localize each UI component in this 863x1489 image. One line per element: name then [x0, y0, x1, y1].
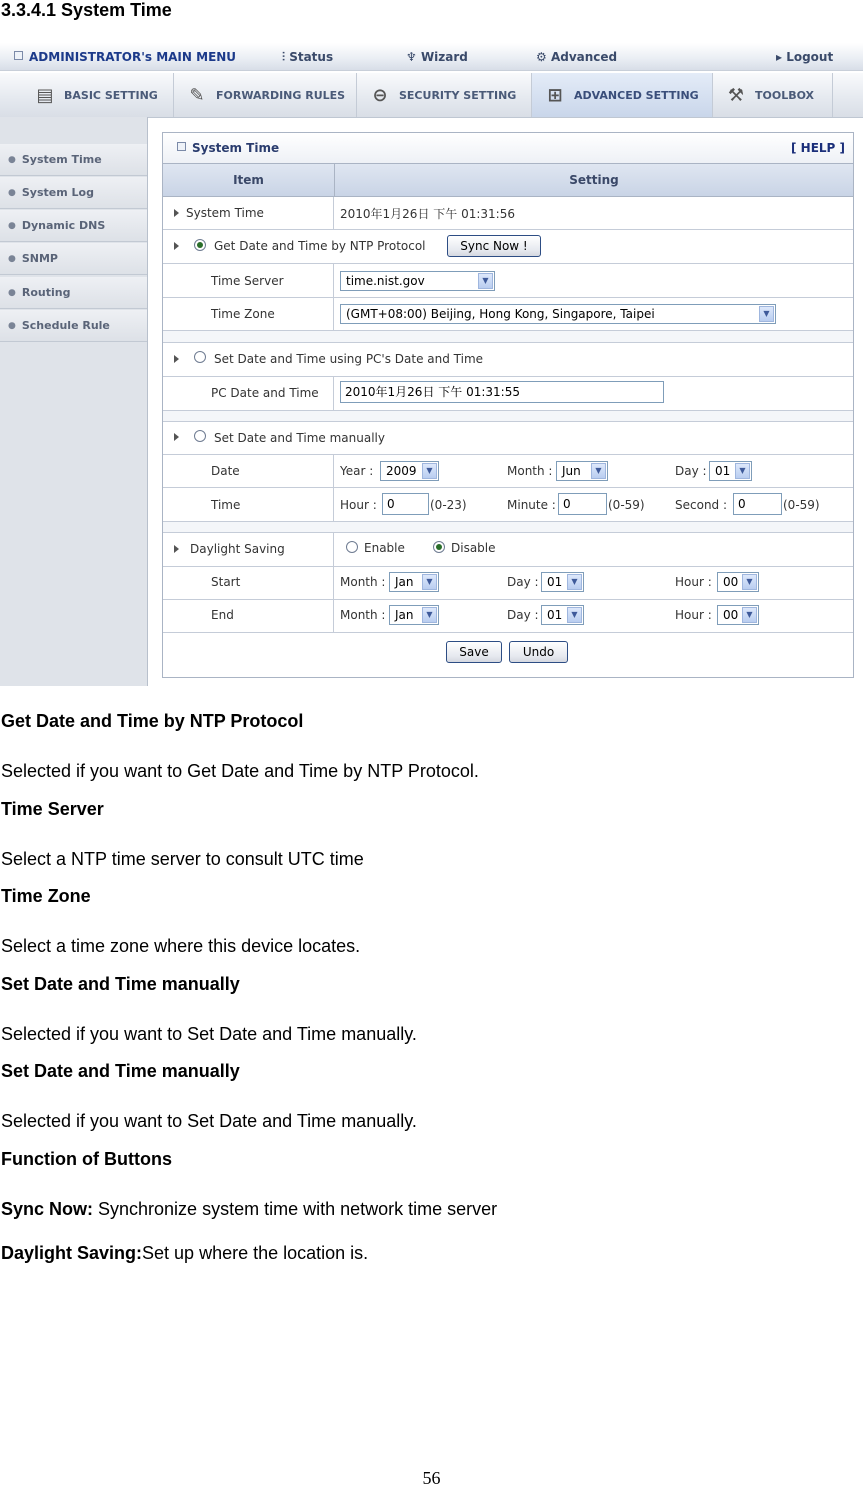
- dst-end-item: [163, 600, 334, 632]
- sidebar-item-label: SNMP: [21, 252, 58, 265]
- main-tab-bar: [0, 73, 863, 118]
- start-day-select[interactable]: [541, 572, 584, 592]
- time-item: [163, 488, 334, 521]
- dst-end-label: End: [211, 608, 234, 622]
- save-button[interactable]: Save: [446, 641, 502, 663]
- hour-label: Hour :: [340, 498, 377, 512]
- manual-radio[interactable]: [194, 430, 206, 442]
- system-time-item: [163, 197, 334, 229]
- daylight-saving-setting: [335, 533, 853, 566]
- start-month-select[interactable]: [389, 572, 439, 592]
- chevron-down-icon: ▼: [742, 607, 757, 623]
- start-month-value: Jan: [395, 575, 414, 589]
- sidebar-item-label: Routing: [21, 286, 71, 299]
- bullet-icon: ●: [8, 320, 16, 331]
- end-month-select[interactable]: [389, 605, 439, 625]
- sidebar-item-label: Schedule Rule: [21, 319, 110, 332]
- sidebar-item-system-time[interactable]: [0, 144, 147, 176]
- tab-basic-setting[interactable]: [22, 73, 174, 117]
- row-separator: [163, 522, 853, 533]
- daylight-saving-row: [163, 533, 853, 567]
- paragraph-daylight-saving: [1, 1243, 368, 1264]
- logout-label: Logout: [786, 50, 834, 64]
- chevron-down-icon: ▼: [759, 306, 774, 322]
- end-month-label: Month :: [340, 608, 386, 622]
- bullet-icon: ●: [8, 253, 16, 264]
- time-zone-select[interactable]: [340, 304, 776, 324]
- arrow-right-icon: ▸: [776, 50, 787, 64]
- bullet-icon: ●: [8, 220, 16, 231]
- triangle-right-icon: [174, 545, 179, 553]
- end-hour-value: 00: [723, 608, 739, 622]
- system-time-panel: [162, 132, 854, 678]
- heading-ntp: Get Date and Time by NTP Protocol: [1, 711, 304, 731]
- triangle-right-icon: [174, 355, 179, 363]
- start-month-label: Month :: [340, 575, 386, 589]
- hour-range: (0-23): [430, 498, 467, 512]
- tab-label: TOOLBOX: [755, 88, 815, 102]
- triangle-right-icon: [174, 433, 179, 441]
- time-row: [163, 488, 853, 522]
- paragraph-ntp: Selected if you want to Get Date and Time by NTP Protocol.: [1, 761, 479, 781]
- system-time-setting: [335, 197, 853, 229]
- chevron-down-icon: ▼: [422, 463, 437, 479]
- start-day-value: 01: [547, 575, 563, 589]
- start-hour-value: 00: [723, 575, 739, 589]
- chevron-down-icon: ▼: [567, 574, 582, 590]
- dst-start-label: Start: [211, 575, 241, 589]
- sidebar-item-dynamic-dns[interactable]: [0, 210, 147, 242]
- book-icon: ▤: [36, 84, 54, 106]
- day-label: Day :: [675, 464, 707, 478]
- year-select[interactable]: [380, 461, 439, 481]
- date-item: [163, 455, 334, 487]
- ntp-cell: [163, 230, 853, 263]
- heading-manual-1: Set Date and Time manually: [1, 974, 240, 994]
- pc-datetime-label: PC Date and Time: [211, 386, 319, 400]
- wizard-label: Wizard: [420, 50, 468, 64]
- panel-title-text: System Time: [192, 141, 280, 155]
- row-separator: [163, 331, 853, 343]
- pc-datetime-item: [163, 377, 334, 410]
- admin-main-menu-link[interactable]: [14, 50, 236, 64]
- daylight-saving-description: Set up where the location is.: [142, 1243, 369, 1263]
- square-icon: [14, 51, 23, 60]
- time-server-row: [163, 264, 853, 298]
- second-range: (0-59): [783, 498, 820, 512]
- system-time-value: 2010年1月26日 下午 01:31:56: [340, 207, 515, 221]
- pc-datetime-setting: [335, 377, 853, 410]
- dst-end-setting: [335, 600, 853, 632]
- month-label: Month :: [507, 464, 553, 478]
- heading-time-zone: Time Zone: [1, 886, 91, 906]
- lock-icon: ⊖: [372, 84, 388, 106]
- status-link[interactable]: [282, 50, 333, 65]
- chevron-down-icon: ▼: [422, 607, 437, 623]
- time-server-select[interactable]: [340, 271, 495, 291]
- year-value: 2009: [386, 464, 417, 478]
- dst-start-row: [163, 567, 853, 600]
- end-hour-label: Hour :: [675, 608, 712, 622]
- page-number: 56: [422, 1468, 441, 1488]
- column-header-item: Item: [163, 164, 335, 197]
- chevron-down-icon: ▼: [742, 574, 757, 590]
- time-server-label: Time Server: [211, 274, 284, 288]
- ntp-row: [163, 230, 853, 264]
- time-zone-value: (GMT+08:00) Beijing, Hong Kong, Singapore, Taipei: [346, 307, 655, 321]
- panel-title-bar: [163, 133, 853, 164]
- square-icon: [177, 142, 186, 151]
- sidebar-item-routing[interactable]: [0, 277, 147, 309]
- second-field[interactable]: 0: [733, 493, 782, 515]
- time-server-value: time.nist.gov: [346, 274, 425, 288]
- advanced-link[interactable]: [536, 50, 617, 64]
- time-server-setting: [335, 264, 853, 297]
- pc-time-cell: [163, 343, 853, 376]
- ntp-radio[interactable]: [194, 239, 206, 251]
- top-menu-bar: [0, 43, 863, 71]
- chevron-down-icon: ▼: [478, 273, 493, 289]
- triangle-right-icon: [174, 242, 179, 250]
- sidebar: [0, 117, 148, 686]
- bullet-icon: ●: [8, 187, 16, 198]
- day-select[interactable]: [709, 461, 752, 481]
- minute-range: (0-59): [608, 498, 645, 512]
- date-setting: [335, 455, 853, 487]
- panel-title: [177, 141, 279, 155]
- help-link[interactable]: [ HELP ]: [790, 141, 845, 155]
- dst-start-setting: [335, 567, 853, 599]
- date-label: Date: [211, 464, 240, 478]
- start-hour-label: Hour :: [675, 575, 712, 589]
- heading-manual-2: Set Date and Time manually: [1, 1061, 240, 1081]
- manual-cell: [163, 422, 853, 454]
- bullet-icon: ●: [8, 287, 16, 298]
- second-label: Second :: [675, 498, 728, 512]
- end-hour-select[interactable]: [717, 605, 759, 625]
- router-ui-screenshot: [0, 40, 863, 686]
- sidebar-item-label: Dynamic DNS: [21, 219, 106, 232]
- time-zone-row: [163, 298, 853, 331]
- date-row: [163, 455, 853, 488]
- status-icon: ⫶: [282, 50, 290, 64]
- paragraph-time-server: Select a NTP time server to consult UTC time: [1, 849, 364, 869]
- daylight-saving-item: [163, 533, 334, 566]
- time-setting: [335, 488, 853, 521]
- daylight-saving-label: Daylight Saving: [190, 542, 285, 556]
- triangle-right-icon: [174, 209, 179, 217]
- day-value: 01: [715, 464, 731, 478]
- network-icon: ⊞: [547, 84, 563, 106]
- time-zone-item: [163, 298, 334, 330]
- paragraph-manual-1: Selected if you want to Set Date and Time manually.: [1, 1024, 417, 1044]
- tab-label: FORWARDING RULES: [216, 88, 346, 102]
- manual-label: Set Date and Time manually: [214, 431, 385, 445]
- end-month-value: Jan: [395, 608, 414, 622]
- dst-disable-label: Disable: [451, 541, 496, 555]
- sync-now-description: Synchronize system time with network time server: [93, 1199, 498, 1219]
- tab-label: SECURITY SETTING: [399, 88, 517, 102]
- paragraph-sync-now: [1, 1199, 497, 1220]
- logout-link[interactable]: [776, 50, 833, 64]
- pc-time-label: Set Date and Time using PC's Date and Time: [214, 352, 484, 366]
- month-value: Jun: [562, 464, 581, 478]
- end-day-label: Day :: [507, 608, 539, 622]
- sidebar-item-schedule-rule[interactable]: [0, 310, 147, 342]
- system-time-row: [163, 197, 853, 230]
- daylight-saving-term: Daylight Saving:: [1, 1243, 143, 1263]
- dst-disable-radio[interactable]: [433, 541, 445, 553]
- pc-time-row: [163, 343, 853, 377]
- time-zone-setting: [335, 298, 853, 330]
- start-day-label: Day :: [507, 575, 539, 589]
- pc-datetime-field[interactable]: 2010年1月26日 下午 01:31:55: [340, 381, 664, 403]
- wizard-icon: ♆: [406, 50, 421, 64]
- sidebar-item-snmp[interactable]: [0, 243, 147, 275]
- hour-field[interactable]: 0: [382, 493, 429, 515]
- tab-security-setting[interactable]: [357, 73, 532, 117]
- dst-enable-radio[interactable]: [346, 541, 358, 553]
- dst-end-row: [163, 600, 853, 633]
- year-label: Year :: [340, 464, 374, 478]
- sync-now-button[interactable]: Sync Now !: [447, 235, 541, 257]
- wizard-link[interactable]: [406, 50, 468, 64]
- sidebar-item-label: System Time: [21, 153, 102, 166]
- sidebar-item-system-log[interactable]: [0, 177, 147, 209]
- month-select[interactable]: [556, 461, 608, 481]
- row-separator: [163, 411, 853, 422]
- undo-button[interactable]: Undo: [509, 641, 568, 663]
- chevron-down-icon: ▼: [422, 574, 437, 590]
- pc-datetime-row: [163, 377, 853, 411]
- sidebar-item-label: System Log: [21, 186, 94, 199]
- sync-now-term: Sync Now:: [1, 1199, 94, 1219]
- tab-advanced-setting[interactable]: [532, 73, 713, 117]
- section-heading: 3.3.4.1 System Time: [1, 0, 172, 20]
- manual-row: [163, 422, 853, 455]
- heading-time-server: Time Server: [1, 799, 104, 819]
- chevron-down-icon: ▼: [591, 463, 606, 479]
- tab-toolbox[interactable]: [713, 73, 833, 117]
- time-label: Time: [211, 498, 241, 512]
- toolbox-icon: ⚒: [727, 84, 745, 106]
- ntp-label: Get Date and Time by NTP Protocol: [214, 239, 426, 253]
- heading-function-of-buttons: Function of Buttons: [1, 1149, 172, 1169]
- dst-enable-label: Enable: [364, 541, 405, 555]
- advanced-label: Advanced: [550, 50, 618, 64]
- minute-label: Minute :: [507, 498, 556, 512]
- dst-start-item: [163, 567, 334, 599]
- tab-forwarding-rules[interactable]: [174, 73, 357, 117]
- chevron-down-icon: ▼: [567, 607, 582, 623]
- tab-label: ADVANCED SETTING: [574, 88, 699, 102]
- system-time-label: System Time: [186, 206, 264, 220]
- advanced-icon: ⚙: [536, 50, 551, 64]
- column-header-setting: Setting: [335, 164, 853, 197]
- bullet-icon: ●: [8, 154, 16, 165]
- minute-field[interactable]: 0: [558, 493, 607, 515]
- paragraph-time-zone: Select a time zone where this device locates.: [1, 936, 361, 956]
- time-zone-label: Time Zone: [211, 307, 275, 321]
- start-hour-select[interactable]: [717, 572, 759, 592]
- paragraph-manual-2: Selected if you want to Set Date and Time manually.: [1, 1111, 417, 1131]
- wrench-icon: ✎: [189, 84, 205, 106]
- tab-label: BASIC SETTING: [64, 88, 158, 102]
- end-day-select[interactable]: [541, 605, 584, 625]
- admin-main-menu-label: ADMINISTRATOR's MAIN MENU: [29, 50, 237, 64]
- time-server-item: [163, 264, 334, 297]
- status-label: Status: [289, 50, 334, 64]
- end-day-value: 01: [547, 608, 563, 622]
- chevron-down-icon: ▼: [735, 463, 750, 479]
- pc-time-radio[interactable]: [194, 351, 206, 363]
